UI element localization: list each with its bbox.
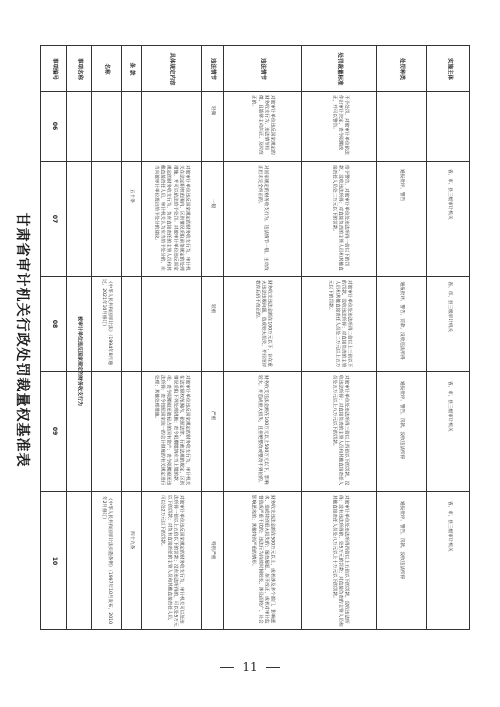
table-row <box>41 276 469 371</box>
row-circumstance: 财务收支违法金额在100万元以上500万元以下，影响较大，并造成重大损失，且拒绝整改或整改不到位的。 <box>257 375 269 486</box>
row-circumstance: 财务收支违法金额在100万元以下，存在重大违法违规问题，造成较大损失，并经批评教育后仍不改正的。 <box>253 279 272 367</box>
table-row <box>41 161 469 276</box>
row-num: 06 <box>50 121 58 131</box>
group-label-cell: 被审计单位违反国家规定的财务收支行为 <box>75 315 82 406</box>
table-row <box>41 371 469 491</box>
page-number-text: 11 <box>242 660 258 674</box>
header-circumstance: 违法情节 <box>259 57 266 80</box>
row-basis-name: 《中华人民共和国审计法实施条例》（1997年10月发布，2010年2月修订） <box>101 496 113 624</box>
page-title-area <box>12 60 34 620</box>
row-article: 四十九条 <box>129 531 135 550</box>
row-level: 一般 <box>210 198 216 208</box>
table-header-row <box>41 46 469 91</box>
header-basis-name: 名称 <box>103 62 110 74</box>
row-level: 较重 <box>210 303 216 313</box>
row-standard: 对被审计单位处违法所得三倍以上四倍以下的罚款，没收违法所得；对直接负责的主管人员和其他直接责任人员处五万元以上八万元以下的罚款。 <box>330 375 348 486</box>
header-item-name: 事项名称 <box>76 57 82 80</box>
row-circumstance: 对国家规定的财务收支行为，违法情节一般，主动改正但未完全纠正的。 <box>257 164 269 271</box>
row-basis-name: 《中华人民共和国审计法》（1994年8月通过，2021年10月修订） <box>101 278 113 365</box>
header-implementer: 实施主体 <box>446 57 452 80</box>
row-standard: 对被审计单位处违法所得四倍以上五倍以下的罚款，没收违法所得；没有违法所得的，处5万元的罚款；对直接负责的主管人员和其他直接责任人员处八万元以上十万元以下的罚款。 <box>330 495 348 627</box>
row-penalty: 通报批评，警告，罚款，没收违法所得 <box>399 281 405 360</box>
row-standard: 给予警告，对被审计单位处违法所得一倍以下的罚款，没收违法所得；对直接负责的主管人员和其他直接责任人员处二万元以下的罚款。 <box>330 164 348 271</box>
header-seq: 事项编号 <box>51 57 57 80</box>
header-basis-content: 具体规定内容 <box>168 51 175 85</box>
row-penalty: 通报批评，警告，罚款，没收违法所得 <box>399 501 405 580</box>
row-implementer: 省、市、县三级审计机关 <box>446 281 452 332</box>
header-basis-article: 条 款 <box>128 62 135 75</box>
row-level: 轻微 <box>210 106 216 116</box>
row-level: 特别严重 <box>210 541 216 560</box>
row-num: 10 <box>50 556 58 566</box>
row-num: 09 <box>50 426 58 436</box>
row-penalty: 通报批评，警告，罚款，没收违法所得 <box>399 381 405 460</box>
row-content: 对被审计单位违反国家规定的财务收支行为，审计机关可以处违法所得一倍以上五倍以下的罚款；没有违法所得的，可以处5万元以下的罚款；对负有直接责任的主管人员和其他直接责任人员，可以处2万元以下的罚款。 <box>159 495 184 627</box>
row-num: 08 <box>50 319 58 328</box>
header-penalty-type: 处罚种类 <box>398 57 405 80</box>
row-level: 严重 <box>210 411 216 421</box>
row-num: 07 <box>50 214 58 223</box>
row-circumstance: 财务收支违法金额在500万元以上，或者涉及多个部门，影响恶劣，造成特别重大损失的；屡查屡犯，拒不改正，或者对审计监督造成严重干扰的；违法行为持续时间较长、涉及面较广、社会影响恶劣的；其他特别严重的情形。 <box>250 495 275 624</box>
table-row <box>41 491 469 631</box>
page-title: 甘肃省审计机关行政处罚裁量权基准表 <box>14 212 30 468</box>
row-implementer: 省、市、县三级审计机关 <box>446 381 452 432</box>
row-penalty: 通报批评，警告 <box>399 168 405 201</box>
row-article: 五十条 <box>129 188 135 203</box>
header-standard: 处罚裁量标准 <box>336 51 342 85</box>
row-content: 对被审计单位违反国家规定的财务收支行为，审计机关在法定职权范围内，区别情况采取前条规定的处理措施，并可以依法给予处罚。对被审计单位违反国家规定的财务收支行为，负有直接责任的主管人员和其他直接责任人员，审计机关认为应当给予处分的，应当向被审计单位提出给予处分的建议。 <box>153 164 190 271</box>
header-violation-type: 违法情节 <box>209 57 216 80</box>
row-content: 对被审计单位违反国家规定的财务收支行为，审计机关在法定职权范围内，依照法律、行政法规的规定，区别情况采取下列处理措施：责令限期缴纳应当上缴的款项；责令限期退还被侵占的国有资产；责令限期退还违法所得；责令按照国家统一的会计制度的有关规定进行处理；其他处理措施。 <box>153 375 190 486</box>
row-circumstance: 对被审计单位违反国家规定的财务收支行为，违法情节轻微，且能够主动纠正、及时改正的。 <box>250 95 275 155</box>
row-implementer: 省、市、县三级审计机关 <box>446 501 452 552</box>
row-standard: 对被审计单位处违法所得二倍以上三倍以下的罚款，没收违法所得；对直接负责的主管人员和其他直接责任人员处二万元以上五万元以下的罚款。 <box>327 279 351 367</box>
row-implementer: 省、市、县三级审计机关 <box>446 168 452 220</box>
penalty-table <box>40 45 470 630</box>
page-number <box>0 660 500 674</box>
table-row <box>41 91 469 161</box>
row-standard: 不予处罚，对被审计单位依法作出审计决定，责令限期改正，并可以警告。 <box>330 95 348 155</box>
